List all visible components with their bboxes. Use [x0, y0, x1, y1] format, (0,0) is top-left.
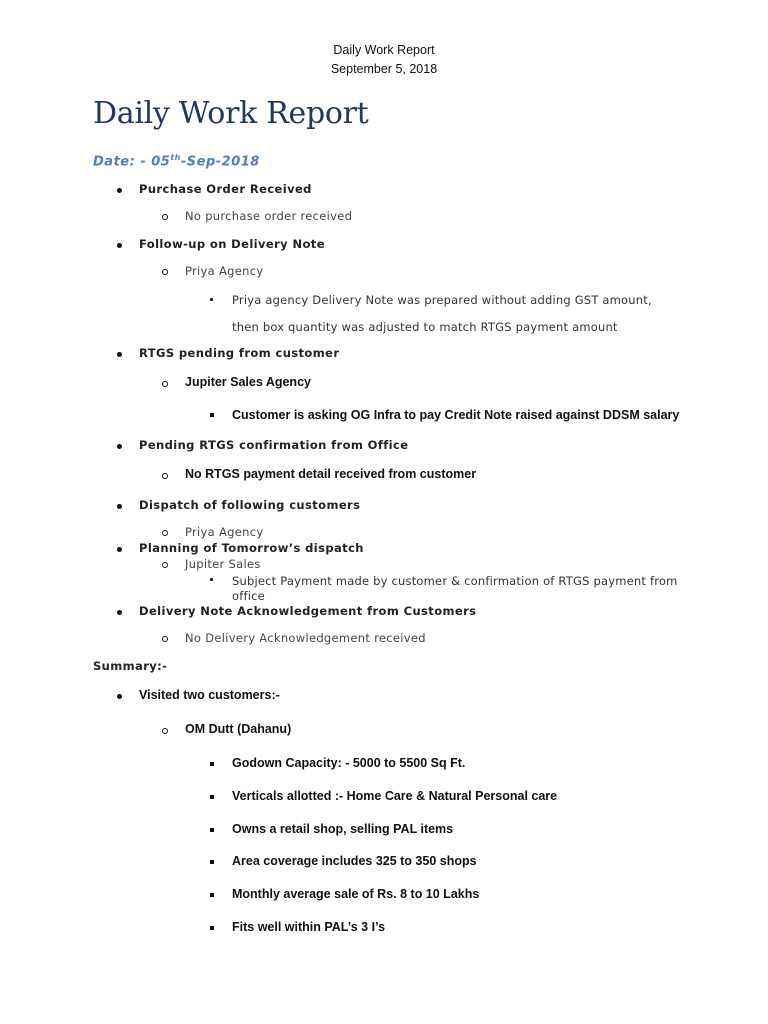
list-item: No purchase order received: [185, 209, 353, 223]
summary-label: Summary:-: [93, 659, 168, 673]
bullet-square-icon: [210, 578, 213, 581]
list-item-detail: office: [232, 589, 265, 603]
list-item: Jupiter Sales: [185, 557, 261, 571]
bullet-circle-icon: [162, 728, 168, 734]
section-heading-rtgs-pending: RTGS pending from customer: [139, 346, 340, 360]
bullet-square-icon: [210, 828, 214, 832]
bullet-dot-icon: [117, 188, 122, 193]
section-heading-purchase: Purchase Order Received: [139, 182, 312, 196]
bullet-dot-icon: [117, 352, 122, 357]
bullet-dot-icon: [117, 504, 122, 509]
bullet-square-icon: [210, 795, 214, 799]
list-item: No RTGS payment detail received from customer: [185, 467, 477, 481]
bullet-square-icon: [210, 413, 214, 417]
section-heading-acknowledgement: Delivery Note Acknowledgement from Customers: [139, 604, 477, 618]
list-item: Jupiter Sales Agency: [185, 375, 311, 389]
summary-detail: Verticals allotted :- Home Care & Natural Personal care: [232, 789, 558, 803]
section-heading-followup: Follow-up on Delivery Note: [139, 237, 325, 251]
bullet-dot-icon: [117, 243, 122, 248]
section-heading-rtgs-confirm: Pending RTGS confirmation from Office: [139, 438, 409, 452]
bullet-square-icon: [210, 926, 214, 930]
document-header-title: Daily Work Report: [333, 43, 435, 57]
list-item-detail: Subject Payment made by customer & confirmation of RTGS payment from: [232, 574, 678, 588]
list-item-detail: Priya agency Delivery Note was prepared without adding GST amount,: [232, 293, 652, 307]
summary-customer: OM Dutt (Dahanu): [185, 722, 292, 736]
bullet-square-icon: [210, 298, 213, 301]
section-heading-dispatch: Dispatch of following customers: [139, 498, 361, 512]
page-title: Daily Work Report: [93, 96, 369, 131]
bullet-dot-icon: [117, 610, 122, 615]
list-item-detail: Customer is asking OG Infra to pay Credit Note raised against DDSM salary: [232, 408, 680, 422]
summary-detail: Area coverage includes 325 to 350 shops: [232, 854, 477, 868]
bullet-circle-icon: [162, 214, 168, 220]
bullet-square-icon: [210, 762, 214, 766]
list-item: No Delivery Acknowledgement received: [185, 631, 426, 645]
bullet-dot-icon: [117, 547, 122, 552]
summary-visited: Visited two customers:-: [139, 688, 280, 702]
list-item: Priya Agency: [185, 264, 264, 278]
summary-detail: Godown Capacity: - 5000 to 5500 Sq Ft.: [232, 756, 466, 770]
bullet-circle-icon: [162, 530, 168, 536]
bullet-dot-icon: [117, 694, 122, 699]
bullet-square-icon: [210, 893, 214, 897]
bullet-dot-icon: [117, 444, 122, 449]
bullet-square-icon: [210, 860, 214, 864]
bullet-circle-icon: [162, 562, 168, 568]
list-item-detail: then box quantity was adjusted to match RTGS payment amount: [232, 320, 618, 334]
bullet-circle-icon: [162, 636, 168, 642]
summary-detail: Monthly average sale of Rs. 8 to 10 Lakhs: [232, 887, 480, 901]
section-heading-planning: Planning of Tomorrow’s dispatch: [139, 541, 364, 555]
summary-detail: Owns a retail shop, selling PAL items: [232, 822, 454, 836]
list-item: Priya Agency: [185, 525, 264, 539]
bullet-circle-icon: [162, 269, 168, 275]
document-header-date: September 5, 2018: [330, 62, 438, 76]
bullet-circle-icon: [162, 381, 168, 387]
summary-detail: Fits well within PAL’s 3 I’s: [232, 920, 386, 934]
report-date: Date: - 05th-Sep-2018: [93, 153, 260, 170]
bullet-circle-icon: [162, 473, 168, 479]
